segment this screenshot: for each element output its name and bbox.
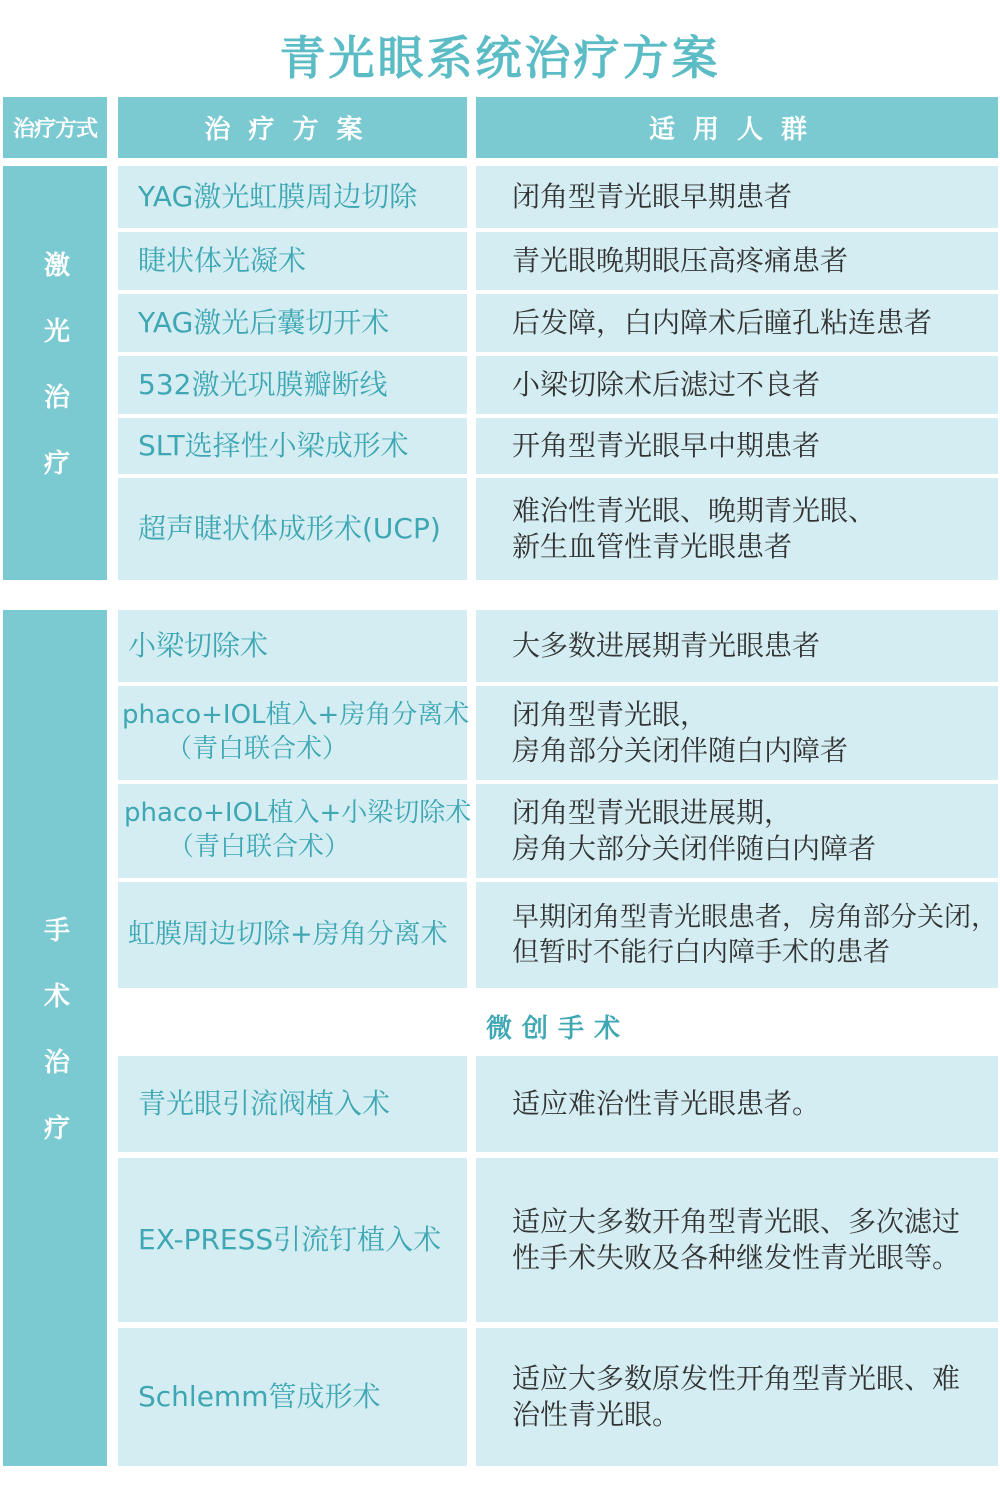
treatment-cell <box>118 418 467 474</box>
minimally-invasive-subheading: 微创手术 <box>485 1014 630 1044</box>
treatment-cell <box>118 1056 467 1152</box>
population-cell <box>476 882 998 988</box>
page-title: 青光眼系统治疗方案 <box>279 31 721 85</box>
category-surgical-treatment <box>3 610 107 1466</box>
population-text-line: 闭角型青光眼进展期， <box>512 795 793 829</box>
population-text-line: 性手术失败及各种继发性青光眼等。 <box>512 1241 961 1274</box>
category-label: 激光治疗 <box>39 251 70 515</box>
population-text-line: 新生血管性青光眼患者 <box>512 530 793 563</box>
category-label: 手术治疗 <box>39 916 70 1180</box>
population-text-line: 难治性青光眼、晚期青光眼、 <box>512 493 877 527</box>
treatment-text-line: （青白联合术） <box>166 734 349 764</box>
population-text-line: 适应大多数原发性开角型青光眼、难 <box>512 1361 961 1395</box>
population-text: 适应难治性青光眼患者。 <box>512 1086 821 1120</box>
treatment-text: Schlemm管成形术 <box>138 1379 381 1413</box>
population-cell <box>476 166 998 228</box>
population-text: 小梁切除术后滤过不良者 <box>512 367 821 401</box>
treatment-text: 超声睫状体成形术(UCP) <box>138 511 441 545</box>
population-text-line: 房角部分关闭伴随白内障者 <box>512 734 849 767</box>
population-text: 青光眼晚期眼压高疼痛患者 <box>512 243 849 277</box>
header-target-population: 适用人群 <box>476 97 998 158</box>
treatment-text: 青光眼引流阀植入术 <box>138 1086 391 1120</box>
treatment-cell <box>118 1158 467 1322</box>
header-treatment-plan: 治疗方案 <box>118 97 467 158</box>
population-cell <box>476 232 998 290</box>
population-text-line: 闭角型青光眼， <box>512 697 709 731</box>
treatment-text: EX-PRESS引流钉植入术 <box>138 1222 442 1256</box>
treatment-text: SLT选择性小梁成形术 <box>138 428 409 462</box>
population-cell <box>476 356 998 414</box>
population-text: 大多数进展期青光眼患者 <box>512 628 821 662</box>
population-cell <box>476 1056 998 1152</box>
population-cell <box>476 294 998 352</box>
population-cell <box>476 686 998 780</box>
treatment-text-line: phaco+IOL植入+小梁切除术 <box>124 798 472 829</box>
treatment-cell <box>118 232 467 290</box>
treatment-cell <box>118 166 467 228</box>
population-cell <box>476 1328 998 1466</box>
treatment-cell <box>118 1328 467 1466</box>
population-text: 开角型青光眼早中期患者 <box>512 428 821 462</box>
treatment-text: 睫状体光凝术 <box>138 243 307 277</box>
treatment-text-line: phaco+IOL植入+房角分离术 <box>122 700 470 731</box>
treatment-cell <box>118 882 467 988</box>
population-cell <box>476 418 998 474</box>
treatment-cell <box>118 478 467 580</box>
treatment-text: YAG激光后囊切开术 <box>138 305 390 339</box>
population-cell <box>476 610 998 682</box>
population-text-line: 适应大多数开角型青光眼、多次滤过 <box>512 1204 961 1238</box>
treatment-cell <box>118 294 467 352</box>
population-cell <box>476 478 998 580</box>
population-text-line: 房角大部分关闭伴随白内障者 <box>512 832 877 865</box>
population-cell <box>476 784 998 878</box>
population-text-line: 治性青光眼。 <box>512 1398 681 1431</box>
population-text-line: 早期闭角型青光眼患者，房角部分关闭， <box>512 901 998 933</box>
treatment-text-line: （青白联合术） <box>168 832 351 862</box>
population-text: 闭角型青光眼早期患者 <box>512 179 793 213</box>
treatment-cell <box>118 356 467 414</box>
treatment-text: 小梁切除术 <box>128 628 269 662</box>
treatment-text: 虹膜周边切除+房角分离术 <box>128 919 448 951</box>
header-treatment-method: 治疗方式 <box>3 97 107 158</box>
treatment-text: 532激光巩膜瓣断线 <box>138 367 388 401</box>
treatment-text: YAG激光虹膜周边切除 <box>138 179 418 213</box>
treatment-cell <box>118 686 470 780</box>
population-cell <box>476 1158 998 1322</box>
treatment-cell <box>118 610 467 682</box>
population-text: 后发障，白内障术后瞳孔粘连患者 <box>512 305 933 339</box>
population-text-line: 但暂时不能行白内障手术的患者 <box>512 937 890 968</box>
category-laser-treatment <box>3 166 107 580</box>
treatment-cell <box>118 784 472 878</box>
